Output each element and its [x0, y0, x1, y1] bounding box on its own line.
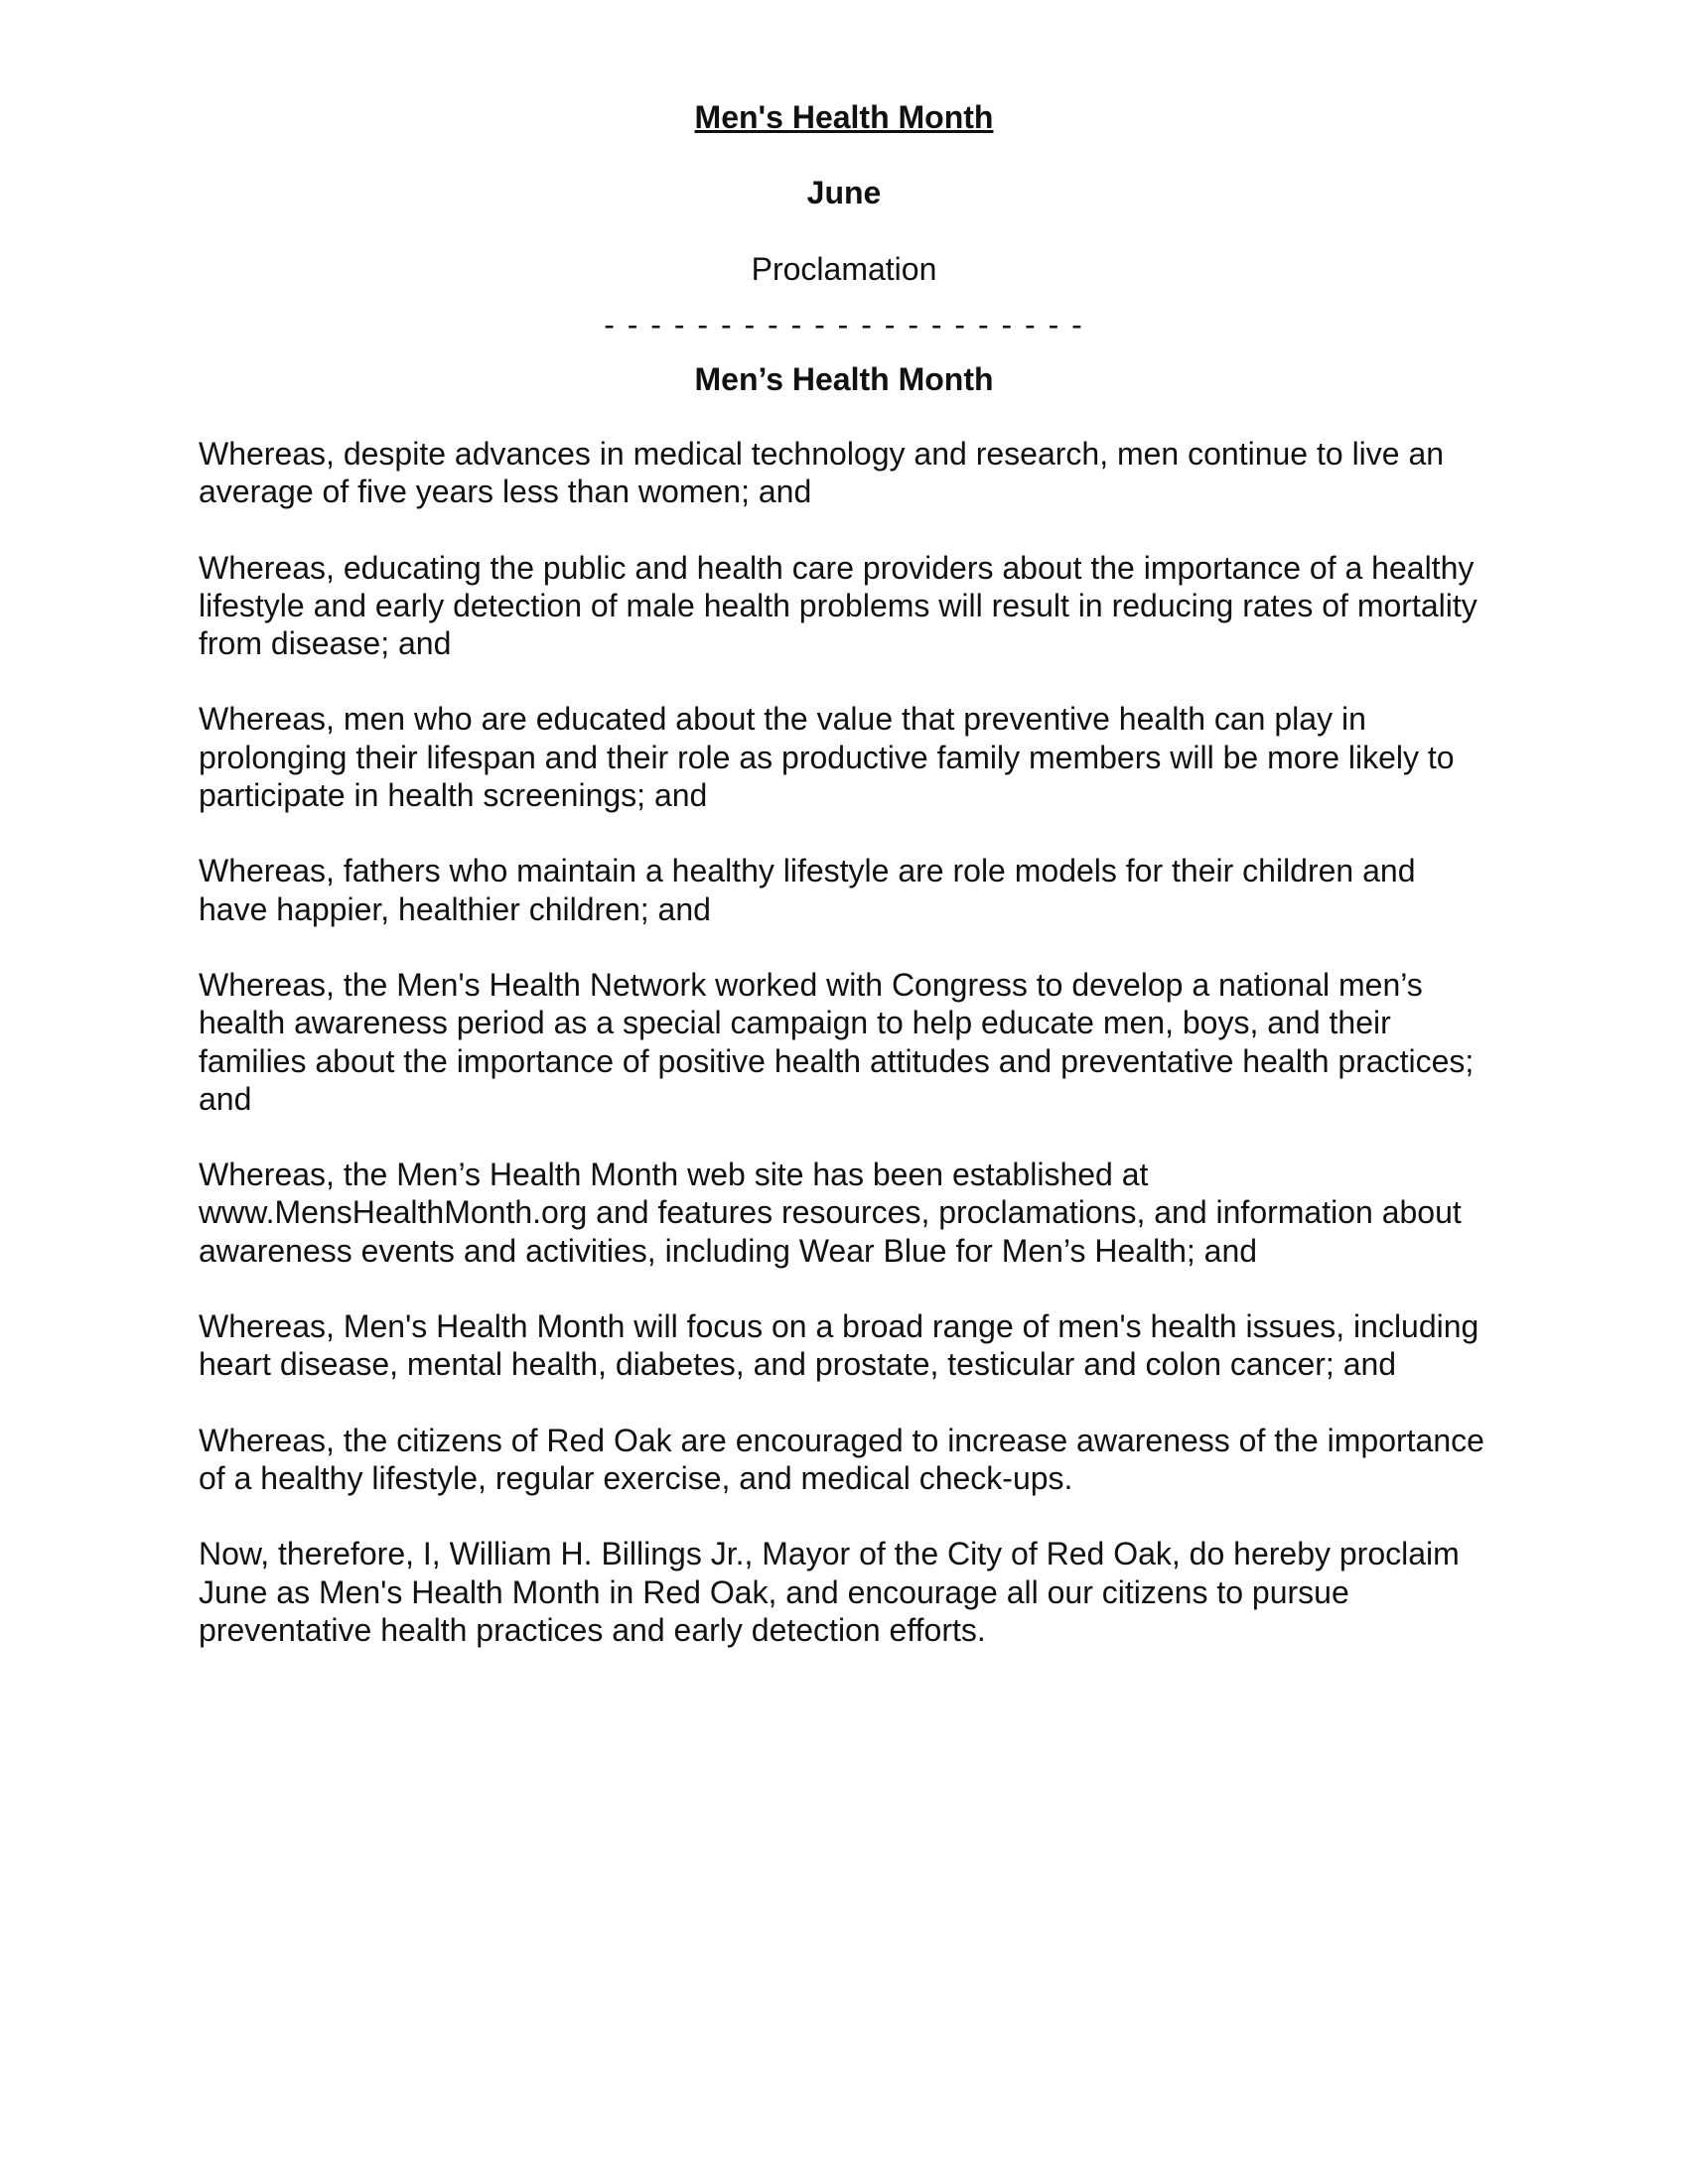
paragraph-9: Now, therefore, I, William H. Billings Jr., Mayor of the City of Red Oak, do hereby proclaim June as Men's Health Month in Red Oak, and encourage all our citizens to pursue preventative health practices and early detection efforts. — [199, 1536, 1460, 1648]
divider-line: - - - - - - - - - - - - - - - - - - - - - — [604, 307, 1084, 342]
paragraph-4: Whereas, fathers who maintain a healthy lifestyle are role models for their children and have happier, healthier children; and — [199, 853, 1416, 927]
paragraph-2: Whereas, educating the public and health care providers about the importance of a healthy lifestyle and early detection of male health problems will result in reducing rates of mortality from disease; and — [199, 549, 1477, 662]
paragraph-7: Whereas, Men's Health Month will focus on a broad range of men's health issues, including heart disease, mental health, diabetes, and prostate, testicular and colon cancer; and — [199, 1308, 1479, 1383]
paragraph-3: Whereas, men who are educated about the value that preventive health can play in prolonging their lifespan and their role as productive family members will be more likely to participate in health screenings; and — [199, 701, 1455, 814]
document-title: Men's Health Month — [694, 99, 994, 135]
proclamation-subtitle: Men’s Health Month — [694, 361, 994, 397]
paragraph-8: Whereas, the citizens of Red Oak are encouraged to increase awareness of the importance of a healthy lifestyle, regular exercise, and medical check-ups. — [199, 1422, 1484, 1496]
paragraph-5: Whereas, the Men's Health Network worked with Congress to develop a national men’s health awareness period as a special campaign to help educate men, boys, and their families about the importance of positive health attitudes and preventative health practices; and — [199, 966, 1475, 1117]
paragraph-1: Whereas, despite advances in medical technology and research, men continue to live an average of five years less than women; and — [199, 436, 1445, 510]
proclamation-month: June — [806, 175, 882, 210]
proclamation-label: Proclamation — [751, 251, 937, 287]
paragraph-6: Whereas, the Men’s Health Month web site has been established at www.MensHealthMonth.org and features resources, proclamations, and information about awareness events and activities, including Wear Blue for Men’s Health; and — [199, 1157, 1462, 1269]
proclamation-body — [199, 435, 1489, 1687]
